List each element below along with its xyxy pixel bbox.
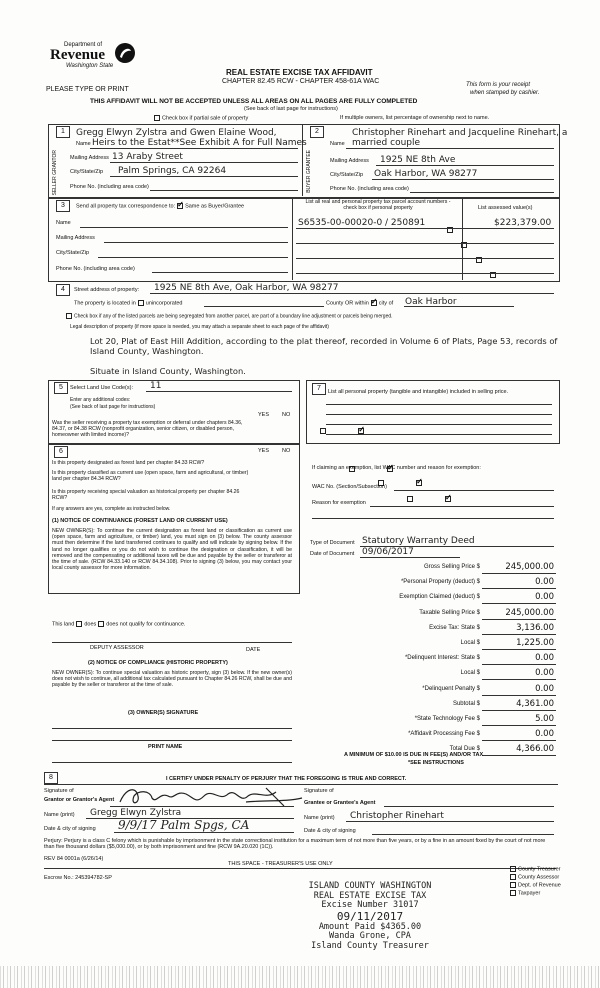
dor-emblem-icon: [114, 42, 136, 64]
section-5-number: 5: [54, 382, 68, 394]
tax-row-value: 1,225.00: [516, 638, 554, 648]
reason-underline: [370, 506, 554, 507]
section-6-number: 6: [54, 446, 68, 458]
buyer-city-underline: [372, 179, 554, 180]
grantor-print-name: Gregg Elwyn Zylstra: [90, 808, 182, 818]
does-checkbox[interactable]: [76, 621, 82, 627]
logo-revenue: Revenue: [50, 47, 105, 63]
county-assessor-checkbox[interactable]: [510, 874, 516, 880]
grantee-date-label: Date & city of signing: [304, 828, 356, 834]
tax-row-value: 0.00: [535, 592, 554, 603]
does-not-checkbox[interactable]: [98, 621, 104, 627]
tax-row-label: Subtotal $: [452, 700, 480, 707]
form-chapter: CHAPTER 82.45 RCW - CHAPTER 458-61A WAC: [222, 78, 380, 85]
buyer-city-label: City/State/Zip: [330, 172, 364, 178]
section-3-city-label: City/State/Zip: [56, 250, 90, 256]
copy-check-3: Dept. of Revenue: [508, 882, 561, 888]
buyer-city: Oak Harbor, WA 98277: [374, 169, 478, 179]
grantee-agent-label: Grantee or Grantee's Agent: [304, 800, 376, 806]
logo-dept: Department of: [64, 42, 103, 48]
tax-row-underline: [482, 755, 556, 756]
city-of-checkbox[interactable]: [371, 300, 377, 306]
owner-signature-label: (3) OWNER(S) SIGNATURE: [128, 710, 199, 716]
county-underline: [204, 306, 324, 307]
grantee-date-line: [372, 834, 554, 835]
tax-row-underline: [482, 649, 556, 650]
form-title: REAL ESTATE EXCISE TAX AFFIDAVIT: [226, 68, 373, 77]
legal-line-2: Island County, Washington.: [90, 346, 204, 356]
exemption-claim-label: If claiming an exemption, list WAC number and reason for exemption:: [312, 465, 481, 471]
wac-underline: [394, 490, 554, 491]
section-3-city-underline: [98, 257, 288, 258]
buyer-mailing-label: Mailing Address: [330, 158, 369, 164]
tax-row-label: Excise Tax: State $: [429, 624, 480, 631]
stamp-line-3: Excise Number 31017: [321, 900, 419, 910]
seller-mailing-underline: [110, 162, 298, 163]
grantee-print-line: [346, 821, 554, 822]
doc-date: 09/06/2017: [362, 547, 414, 557]
notice-2-text: NEW OWNER(S): To continue special valuation as historic property, sign (3) below. If the new owner(s) does not wish to continue, all additional tax calculated pursuant to Chapter 84.26 RCW, shall be due and payable by the seller or transferor at the time of sale.: [52, 670, 292, 689]
city-value: Oak Harbor: [405, 297, 457, 307]
located-in: The property is located in unincorporated: [74, 300, 183, 307]
legal-desc-label: Legal description of property (if more space is needed, you may attach a separate sheet to each page of the affidavit): [70, 324, 329, 330]
treasurer-stamp: [270, 882, 470, 951]
section-3-divider-1: [292, 198, 293, 280]
buyer-side-label: BUYER GRANTEE: [306, 150, 312, 193]
tax-row-value: 245,000.00: [505, 562, 554, 572]
tax-row-label: Gross Selling Price $: [423, 564, 480, 570]
additional-codes-label: Enter any additional codes:: [70, 397, 131, 403]
section-3-name-label: Name: [56, 220, 71, 226]
section-3-divider-2: [462, 198, 463, 280]
seller-city-underline: [110, 176, 298, 177]
seller-side-label: SELLER GRANTOR: [52, 150, 58, 196]
escrow-number: Escrow No.: 245394782-SP: [44, 875, 112, 881]
grantor-grantee-divider: [302, 124, 303, 196]
deputy-label: DEPUTY ASSESSOR: [90, 645, 144, 651]
legal-line-3: Situate in Island County, Washington.: [90, 366, 246, 376]
doc-date-underline: [360, 557, 460, 558]
land-use-label: Select Land Use Code(s):: [70, 385, 133, 391]
receipt-note-1: This form is your receipt: [466, 82, 531, 88]
tax-row-label: Local $: [460, 640, 480, 646]
segregated-checkbox[interactable]: [66, 313, 72, 319]
parcel-row-4: [296, 273, 554, 274]
if-yes-note: If any answers are yes, complete as instructed below.: [52, 506, 171, 512]
tax-row-label: Taxable Selling Price $: [419, 609, 480, 616]
tax-row-value: 5.00: [535, 714, 554, 724]
grantor-sig-label: Signature of: [44, 788, 74, 794]
grantor-date-label: Date & city of signing: [44, 826, 96, 832]
seller-name-line2: Heirs to the Estat**See Exhibit A for Full Names: [92, 138, 307, 148]
grantee-print-label: Name (print): [304, 815, 335, 821]
tax-row-underline: [482, 634, 556, 635]
doc-date-label: Date of Document: [310, 551, 355, 557]
see-instructions-note: *SEE INSTRUCTIONS: [408, 760, 464, 766]
buyer-mailing-underline: [376, 165, 554, 166]
seller-city: Palm Springs, CA 92264: [118, 166, 227, 176]
perjury-text: Perjury: Perjury is a class C felony which is punishable by imprisonment in the state correctional institution for a maximum term of not more than five years, or by a fine in an amount fixed by the court of not more than five thousand dollars ($5,000.00), or by both imprisonment and fine (RCW 9A.20.020 (1C)).: [44, 838, 546, 851]
partial-sale-check: Check box if partial sale of property: [152, 115, 248, 121]
tax-row-label: Exemption Claimed (deduct) $: [399, 594, 480, 601]
stamp-line-7: Island County Treasurer: [311, 940, 429, 951]
seller-mailing-label: Mailing Address: [70, 155, 109, 161]
section-3-phone-underline: [152, 272, 288, 273]
historic-question: Is this property receiving special valuation as historical property per chapter 84.26 RCW?: [52, 489, 240, 502]
certify-text: I CERTIFY UNDER PENALTY OF PERJURY THAT THE FOREGOING IS TRUE AND CORRECT.: [166, 776, 407, 782]
notice-1-title: (1) NOTICE OF CONTINUANCE (FOREST LAND OR CURRENT USE): [52, 518, 228, 524]
tax-row-underline: [482, 710, 556, 711]
print-name-line: [52, 762, 292, 763]
reason-underline-2: [312, 518, 554, 519]
street-underline: [150, 293, 554, 294]
tax-row-value: 0.00: [535, 729, 554, 740]
current-use-no-checkbox[interactable]: [416, 480, 422, 486]
stamp-line-6: Wanda Grone, CPA: [329, 931, 411, 941]
section-1-number: 1: [56, 126, 70, 138]
section-3-mailing-label: Mailing Address: [56, 235, 95, 241]
notice-1-text: NEW OWNER(S): To continue the current designation as forest land or classification as current use (open space, farm and agriculture, or timber) land, you must sign on (3) below. The county assessor must then determine if the land transferred continues to qualify and will indicate by signing below. If the land no longer qualifies or you do not wish to continue the designation or classification, it will be removed and the compensating or additional taxes will be due and payable by the seller or transferor at the time of sale. (RCW 84.33.140 or RCW 84.34.108). Prior to signing (3) below, you may contact your local county assessor for more information.: [52, 528, 292, 572]
historic-no-checkbox[interactable]: [445, 496, 451, 502]
grantor-agent-label: Grantor or Grantor's Agent: [44, 797, 115, 803]
taxpayer-checkbox[interactable]: [510, 890, 516, 896]
section-5-see-back: (See back of last page for instructions): [70, 404, 156, 410]
tax-row-value: 0.00: [535, 653, 554, 664]
segregated-check: Check box if any of the listed parcels are being segregated from another parcel, are part of a boundary line adjustment or parcels being merged.: [64, 313, 393, 319]
grantee-sig-line: [384, 806, 554, 807]
section-4-number: 4: [56, 284, 70, 296]
copy-check-1: County Treasurer: [508, 866, 561, 872]
doc-type-label: Type of Document: [310, 540, 355, 546]
exemption-question: Was the seller receiving a property tax exemption or deferral under chapters 84.36, 84.37, or 84.38 RCW (nonprofit organization, senior citizen, or disabled person, homeowner with limited income)?: [52, 420, 243, 439]
tax-row-value: 0.00: [535, 668, 554, 679]
owner-sig-line-1: [52, 728, 292, 729]
section-3-name-underline: [80, 227, 288, 228]
tax-row-label: *State Technology Fee $: [414, 716, 480, 722]
personal-property-label: List all personal property (tangible and intangible) included in selling price.: [328, 389, 509, 395]
tax-row-underline: [482, 588, 556, 589]
seller-name-line1: Gregg Elwyn Zylstra and Gwen Elaine Wood,: [76, 128, 277, 138]
buyer-phone-label: Phone No. (including area code): [330, 186, 409, 192]
grantee-print-name: Christopher Rinehart: [350, 811, 444, 821]
buyer-name-line2: married couple: [352, 138, 421, 148]
section-5-no: NO: [282, 412, 291, 418]
buyer-name-label: Name: [330, 141, 345, 147]
current-use-question: Is this property classified as current use (open space, farm and agricultural, or timber) land per chapter 84.34 RCW?: [52, 470, 249, 483]
parcel-row-3: [296, 258, 554, 259]
tax-row-value: 3,136.00: [516, 622, 554, 633]
notice-2-title: (2) NOTICE OF COMPLIANCE (HISTORIC PROPERTY): [88, 660, 228, 666]
reason-label: Reason for exemption: [312, 500, 366, 506]
seller-phone-underline: [150, 190, 298, 191]
buyer-mailing: 1925 NE 8th Ave: [380, 155, 456, 165]
assessed-header: List assessed value(s): [478, 205, 533, 211]
buyer-name-underline: [346, 148, 554, 149]
section-5-yes: YES: [258, 412, 270, 418]
land-use-underline: [146, 391, 292, 392]
assessed-value: $223,379.00: [494, 218, 552, 228]
street-label: Street address of property:: [74, 287, 140, 293]
rev-number: REV 84 0001a (6/26/14): [44, 856, 104, 862]
tax-row-underline: [482, 603, 556, 604]
treasurer-line: [44, 868, 556, 869]
parcel-row-2: [296, 243, 554, 244]
partial-sale-checkbox[interactable]: [154, 115, 160, 121]
section-6-no: NO: [282, 448, 291, 454]
tax-row-label: *Delinquent Interest: State $: [404, 655, 480, 662]
qualify-row: This land does does not qualify for continuance.: [52, 621, 186, 628]
stamp-line-4: 09/11/2017: [336, 909, 404, 923]
grantee-sig-label: Signature of: [304, 788, 334, 794]
tax-row-label: Total Due $: [449, 746, 480, 753]
tax-row-underline: [482, 619, 556, 620]
tax-row-value: 245,000.00: [505, 607, 554, 618]
pp-line-2: [326, 414, 552, 415]
seller-mailing: 13 Araby Street: [112, 152, 183, 162]
section-3-number: 3: [56, 200, 70, 212]
grantor-date-line: [114, 832, 294, 833]
wac-label: WAC No. (Section/Subsection): [312, 484, 387, 490]
tax-row-label: Local $: [460, 670, 480, 677]
section-8-number: 8: [44, 772, 58, 784]
county-or-city: County OR within✓ city of: [326, 300, 393, 306]
section-3-mailing-underline: [104, 242, 288, 243]
seller-name-label: Name: [76, 141, 91, 147]
tax-row-underline: [482, 695, 556, 696]
minimum-fee-note: A MINIMUM OF $10.00 IS DUE IN FEE(S) AND/OR TAX: [344, 752, 484, 758]
county-treasurer-checkbox[interactable]: [510, 866, 516, 872]
print-name-label: PRINT NAME: [148, 744, 183, 750]
grantor-print-label: Name (print): [44, 812, 75, 818]
stamp-line-5: Amount Paid $4365.00: [318, 921, 422, 932]
deputy-line: [52, 642, 292, 643]
section-6-yes: YES: [258, 448, 270, 454]
tax-row-value: 4,366.00: [516, 744, 554, 755]
pp-line-1: [326, 404, 552, 405]
tax-row-underline: [482, 679, 556, 680]
grantor-date-city: 9/9/17 Palm Spgs, CA: [118, 818, 250, 832]
tax-row-label: *Personal Property (deduct) $: [400, 579, 480, 586]
unincorporated-checkbox[interactable]: [138, 300, 144, 306]
pp-line-4: [326, 434, 552, 435]
seller-phone-label: Phone No. (including area code): [70, 184, 149, 190]
stamp-line-2: REAL ESTATE EXCISE TAX: [313, 890, 427, 901]
deputy-date-label: DATE: [246, 647, 261, 653]
seller-city-label: City/State/Zip: [70, 169, 104, 175]
same-as-buyer-checkbox[interactable]: [177, 203, 183, 209]
multiple-owners-note: If multiple owners, list percentage of ownership next to name.: [340, 115, 490, 121]
tax-row-underline: [482, 725, 556, 726]
stamp-line-1: ISLAND COUNTY WASHINGTON: [308, 881, 432, 891]
street-address: 1925 NE 8th Ave, Oak Harbor, WA 98277: [154, 283, 339, 293]
section-7-number: 7: [312, 383, 326, 395]
tax-row-underline: [482, 573, 556, 574]
copy-check-2: County Assessor: [508, 874, 559, 880]
tax-row-label: *Affidavit Processing Fee $: [408, 731, 480, 738]
type-or-print: PLEASE TYPE OR PRINT: [46, 86, 129, 93]
tax-row-label: *Delinquent Penalty $: [422, 685, 480, 692]
historic-yes-checkbox[interactable]: [407, 496, 413, 502]
seller-name-underline: [90, 148, 298, 149]
treasurer-space: THIS SPACE - TREASURER'S USE ONLY: [228, 861, 333, 867]
land-use-code: 11: [150, 381, 162, 391]
warning-text: THIS AFFIDAVIT WILL NOT BE ACCEPTED UNLESS ALL AREAS ON ALL PAGES ARE FULLY COMPLETED: [90, 98, 418, 105]
legal-line-1: Lot 20, Plat of East Hill Addition, according to the plat thereof, recorded in Volume 6 of Plats, Page 53, records of: [90, 336, 558, 346]
owner-sig-line-2: [52, 740, 292, 741]
city-underline: [404, 306, 514, 307]
logo-state: Washington State: [66, 63, 114, 69]
scan-noise: [0, 966, 600, 988]
doc-type: Statutory Warranty Deed: [362, 536, 475, 546]
receipt-note-2: when stamped by cashier.: [470, 90, 540, 96]
section-2-number: 2: [310, 126, 324, 138]
tax-row-underline: [482, 664, 556, 665]
tax-row-value: 0.00: [535, 577, 554, 588]
tax-row-underline: [482, 740, 556, 741]
see-back-note: (See back of last page for instructions): [244, 106, 338, 112]
buyer-name-line1: Christopher Rinehart and Jacqueline Rinehart, a: [352, 128, 568, 138]
buyer-phone-underline: [410, 192, 554, 193]
grantor-sig-line: [110, 806, 294, 807]
tax-row-value: 0.00: [535, 683, 554, 694]
section-3-phone-label: Phone No. (including area code): [56, 266, 135, 272]
forest-question: Is this property designated as forest land per chapter 84.33 RCW?: [52, 460, 205, 466]
parcel-header: List all real and personal property tax parcel account numbers - check box if personal property: [305, 199, 451, 212]
copy-check-4: Taxpayer: [508, 890, 540, 896]
parcel-row-1: [296, 228, 554, 229]
send-correspondence: Send all property tax correspondence to:✓ Same as Buyer/Grantee: [76, 203, 244, 209]
pp-line-3: [326, 424, 552, 425]
parcel-number: S6535-00-00020-0 / 250891: [298, 218, 426, 228]
tax-row-value: 4,361.00: [516, 698, 554, 709]
dept-revenue-checkbox[interactable]: [510, 882, 516, 888]
